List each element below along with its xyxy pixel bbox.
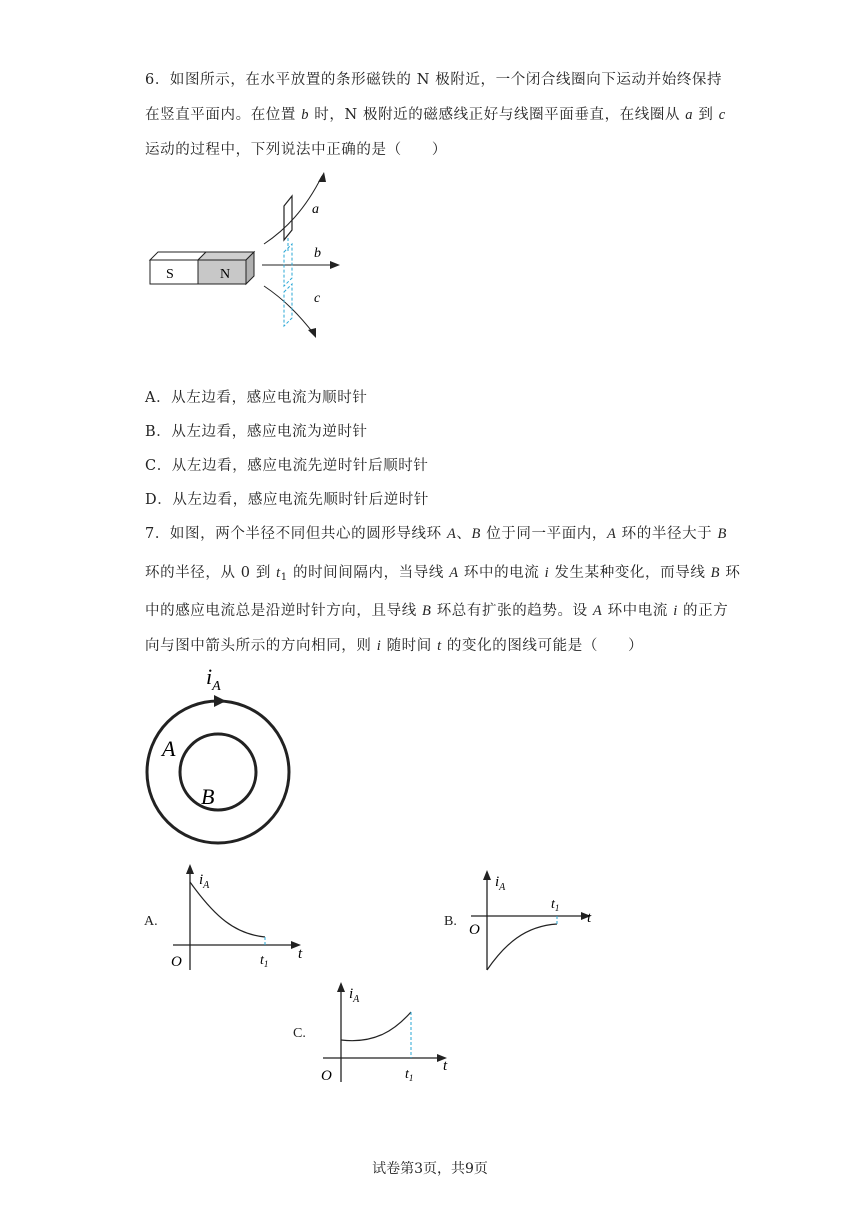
graph-b-origin: O (469, 922, 480, 938)
magnet-s-pole (150, 260, 198, 284)
label-a: a (312, 202, 319, 217)
ring-a-label: A (162, 736, 176, 761)
graph-c-t1: $t_1$ (405, 1067, 414, 1083)
graph-c-x-label: t (443, 1058, 448, 1074)
magnet-s-label: S (166, 267, 174, 282)
graph-c-y-label: $i_A$ (349, 986, 360, 1005)
current-arrow (214, 695, 226, 707)
ring-a (147, 701, 289, 843)
q7-text-line1: 7．如图，两个半径不同但共心的圆形导线环 A、B 位于同一平面内，A 环的半径大于 B (145, 526, 727, 542)
q6-option-d: D．从左边看，感应电流先顺时针后逆时针 (145, 492, 430, 508)
graph-a-x-label: t (298, 946, 303, 962)
graph-c-curve (341, 1012, 411, 1041)
graph-a-curve (190, 882, 265, 937)
magnet-n-label: N (220, 267, 231, 282)
concentric-rings-figure (140, 660, 320, 860)
q6-text-line2: 在竖直平面内。在位置 b 时，N 极附近的磁感线正好与线圈平面垂直，在线圈从 a 到 c (145, 107, 726, 123)
graph-b-label: B. (444, 914, 457, 929)
q6-option-b: B．从左边看，感应电流为逆时针 (145, 424, 368, 440)
field-line-lower (264, 286, 314, 334)
q6-text-line1: 6．如图所示，在水平放置的条形磁铁的 N 极附近，一个闭合线圈向下运动并始终保持 (145, 72, 723, 88)
label-b: b (314, 246, 321, 261)
graph-a-y-label: $i_A$ (199, 872, 210, 891)
graph-a-t1: $t_1$ (260, 953, 269, 969)
q6-option-a: A．从左边看，感应电流为顺时针 (145, 390, 368, 406)
label-c: c (314, 291, 321, 306)
graph-b-t1: $t_1$ (551, 897, 560, 913)
graph-c-label: C. (293, 1026, 306, 1041)
graph-b (465, 866, 615, 976)
graph-a-label: A. (144, 914, 158, 929)
ring-b (180, 734, 256, 810)
q7-text-line3: 中的感应电流总是沿逆时针方向，且导线 B 环总有扩张的趋势。设 A 环中电流 i 的正方 (145, 603, 729, 619)
graph-a-origin: O (171, 954, 182, 970)
coil-position-a (284, 196, 292, 240)
magnet-coil-figure (140, 168, 370, 343)
graph-a (165, 862, 315, 977)
graph-c (315, 978, 465, 1088)
page-footer: 试卷第3页，共9页 (372, 1161, 488, 1177)
q7-text-line2: 环的半径，从 0 到 $t_1$ 的时间间隔内，当导线 A 环中的电流 i 发生某种变化，而导线 B 环 (145, 565, 741, 583)
q7-text-line4: 向与图中箭头所示的方向相同，则 i 随时间 t 的变化的图线可能是（ ） (145, 638, 644, 654)
graph-b-curve (487, 924, 557, 970)
graph-b-x-label: t (587, 910, 592, 926)
q6-option-c: C．从左边看，感应电流先逆时针后顺时针 (145, 458, 429, 474)
graph-c-origin: O (321, 1068, 332, 1084)
q6-text-line3: 运动的过程中，下列说法中正确的是（ ） (145, 142, 447, 158)
current-label: $i_A$ (206, 664, 221, 694)
ring-b-label: B (201, 784, 215, 809)
graph-b-y-label: $i_A$ (495, 874, 506, 893)
